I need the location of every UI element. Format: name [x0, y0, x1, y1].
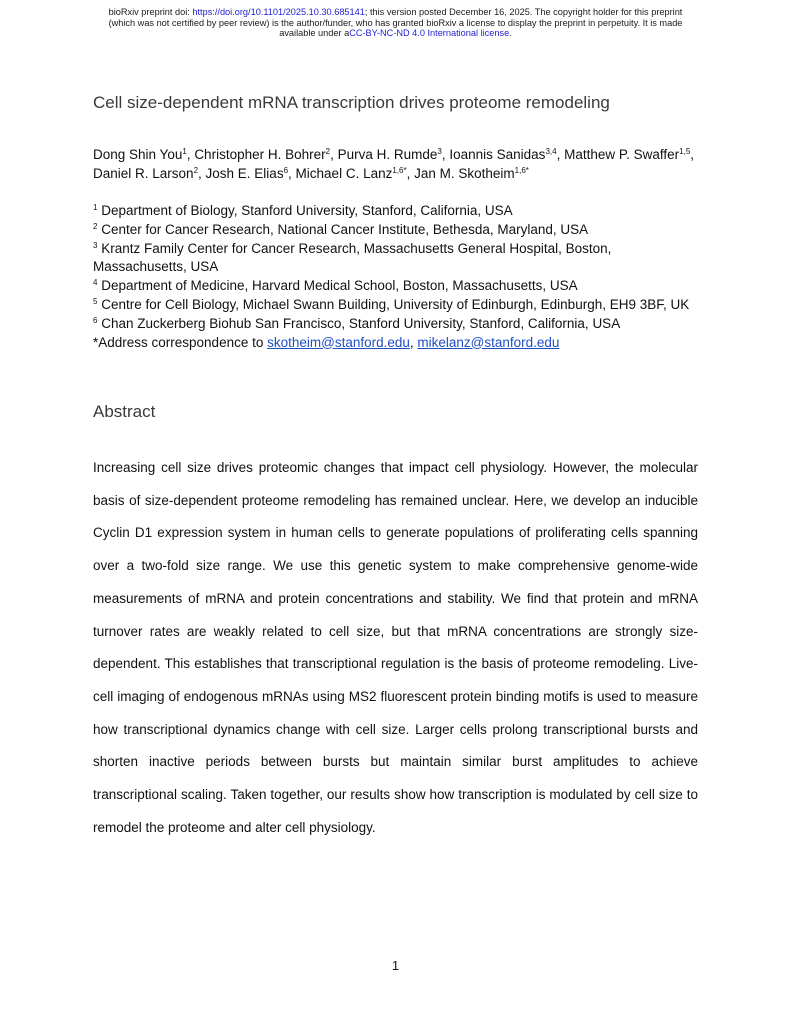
author [449, 147, 556, 162]
author-list: Dong Shin You$^1$, Christopher H. Bohrer$^2$, Purva H. Rumde$^3$, Ioannis Sanidas$^{3,4}$, Matthew P. Swaffer$^{1,5}$, Daniel R. Larson$^2$, Josh E. Elias$^6$, Michael C. Lanz$^{1,6*}$, Jan M. Skotheim$^{1,6*}$ [93, 147, 695, 181]
affiliation-number: 4 [93, 278, 98, 288]
affiliation-number: 3 [93, 240, 98, 250]
preprint-header [40, 7, 751, 39]
affiliation-item [93, 240, 698, 278]
affiliation-number: 2 [93, 221, 98, 231]
author-name: Christopher H. Bohrer [194, 147, 326, 162]
header-line-2: (which was not certified by peer review) is the author/funder, who has granted bioRxiv a license to display the preprint in perpetuity. It is made [108, 17, 683, 28]
email-link-skotheim[interactable]: skotheim@stanford.edu [267, 334, 410, 350]
author [206, 166, 289, 181]
affiliation-item [93, 315, 698, 334]
affiliation-list [93, 202, 698, 352]
author-affiliation-marker: 2 [193, 166, 199, 175]
author-name: Jan M. Skotheim [414, 166, 515, 181]
author-affiliation-marker: 2 [325, 147, 331, 156]
author-affiliation-marker: 1 [182, 147, 187, 156]
doi-link[interactable]: https://doi.org/10.1101/2025.10.30.685141 [192, 7, 365, 17]
affiliation-text: Center for Cancer Research, National Cancer Institute, Bethesda, Maryland, USA [97, 221, 589, 237]
author [564, 147, 690, 162]
affiliation-number: 1 [93, 203, 98, 212]
author-affiliation-marker: 1,5 [679, 147, 691, 156]
author [93, 147, 187, 162]
author-affiliation-marker: 6 [283, 166, 289, 175]
header-line-3: available under aCC-BY-NC-ND 4.0 International license. [279, 28, 512, 38]
author-affiliation-marker: 1,6* [392, 166, 407, 175]
affiliation-item [93, 221, 698, 240]
correspondence-line: *Address correspondence to skotheim@stanford.edu, mikelanz@stanford.edu [93, 334, 560, 350]
affiliation-text: Chan Zuckerberg Biohub San Francisco, Stanford University, Stanford, California, USA [97, 315, 621, 331]
author-name: Dong Shin You [93, 147, 183, 162]
author-name: Purva H. Rumde [337, 147, 438, 162]
author [338, 147, 442, 162]
abstract-heading: Abstract [93, 402, 156, 421]
author-affiliation-marker: 3,4 [545, 147, 557, 156]
paper-title: Cell size-dependent mRNA transcription drives proteome remodeling [93, 93, 610, 112]
page-number: 1 [391, 958, 400, 973]
license-link[interactable]: CC-BY-NC-ND 4.0 International license [349, 28, 510, 38]
author [194, 147, 330, 162]
email-link-lanz[interactable]: mikelanz@stanford.edu [417, 334, 560, 350]
affiliation-text: Centre for Cell Biology, Michael Swann Building, University of Edinburgh, Edinburgh, EH9 3BF, UK [97, 296, 690, 312]
affiliation-item [93, 202, 698, 221]
abstract-body: Increasing cell size drives proteomic changes that impact cell physiology. However, the molecular basis of size-dependent proteome remodeling has remained unclear. Here, we develop an inducible Cyclin D1 expression system in human cells to generate populations of proliferating cells spanning over a two-fold size range. We use this genetic system to make comprehensive genome-wide measurements of mRNA and protein concentrations and stability. We find that protein and mRNA turnover rates are weakly related to cell size, but that mRNA concentrations are strongly size-dependent. This establishes that transcriptional regulation is the basis of proteome remodeling. Live-cell imaging of endogenous mRNAs using MS2 fluorescent protein binding motifs is used to measure how transcriptional dynamics change with cell size. Larger cells prolong transcriptional bursts and shorten inactive periods between bursts but maintain similar burst amplitudes to achieve transcriptional scaling. Taken together, our results show how transcription is modulated by cell size to remodel the proteome and alter cell physiology. [93, 460, 698, 835]
author-name: Josh E. Elias [205, 166, 284, 181]
author-name: Matthew P. Swaffer [564, 147, 680, 162]
affiliation-item [93, 277, 698, 296]
affiliation-text: Krantz Family Center for Cancer Research, Massachusetts General Hospital, Boston, Massachusetts, USA [93, 240, 612, 275]
author-name: Michael C. Lanz [295, 166, 393, 181]
author [414, 166, 529, 181]
author [296, 166, 407, 181]
affiliation-number: 5 [93, 296, 98, 306]
affiliation-text: Department of Biology, Stanford University, Stanford, California, USA [97, 203, 513, 218]
header-line-1: bioRxiv preprint doi: https://doi.org/10.1101/2025.10.30.685141; this version posted December 16, 2025. The copyright holder for this preprint [108, 7, 683, 17]
author-name: Daniel R. Larson [93, 166, 194, 181]
author-name: Ioannis Sanidas [449, 147, 546, 162]
author-affiliation-marker: 1,6* [514, 166, 529, 175]
affiliation-text: Department of Medicine, Harvard Medical School, Boston, Massachusetts, USA [97, 278, 578, 294]
affiliation-item [93, 296, 698, 315]
author-affiliation-marker: 3 [437, 147, 442, 156]
author [93, 166, 198, 181]
affiliation-number: 6 [93, 315, 98, 325]
